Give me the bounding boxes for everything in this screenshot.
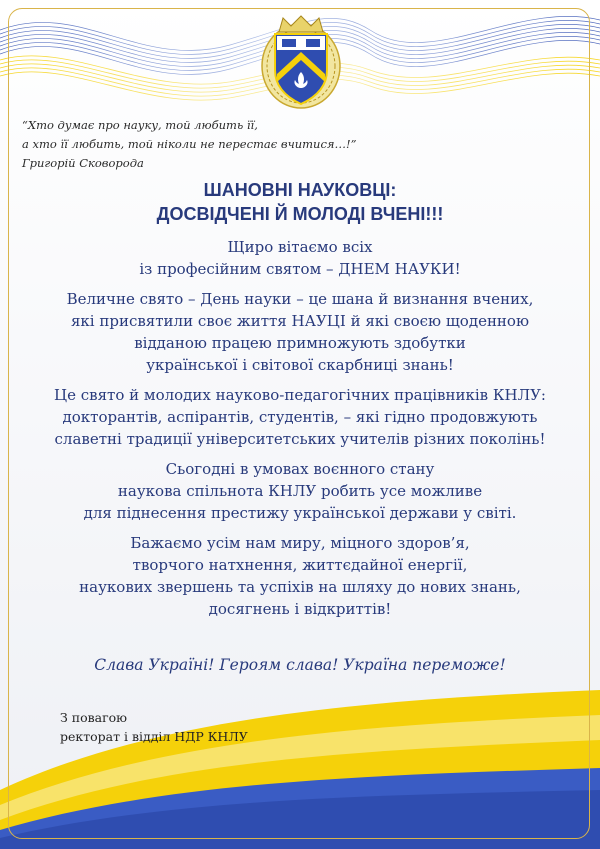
- paragraph-line: славетні традиції університетських учителів різних поколінь!: [54, 430, 546, 448]
- quote-line: “Хто думає про науку, той любить її,: [22, 118, 258, 132]
- heading-line: ШАНОВНІ НАУКОВЦІ:: [203, 180, 397, 200]
- quote-author: Григорій Сковорода: [22, 156, 144, 170]
- paragraph-line: наукових звершень та успіхів на шляху до нових знань,: [79, 578, 521, 596]
- paragraph-line: Сьогодні в умовах воєнного стану: [165, 460, 435, 478]
- heading-line: ДОСВІДЧЕНІ Й МОЛОДІ ВЧЕНІ!!!: [156, 204, 444, 224]
- paragraph-line: для піднесення престижу української держави у світі.: [83, 504, 517, 522]
- paragraph-line: Це свято й молодих науково-педагогічних працівників КНЛУ:: [54, 386, 546, 404]
- paragraph-line: творчого натхнення, життєдайної енергії,: [132, 556, 468, 574]
- paragraph-line: наукова спільнота КНЛУ робить усе можливе: [117, 482, 483, 500]
- gold-frame-border: [8, 8, 590, 839]
- closing-slogan: Слава Україні! Героям слава! Україна переможе!: [94, 656, 506, 674]
- paragraph-line: досягнень і відкриттів!: [208, 600, 392, 618]
- paragraph-line: докторантів, аспірантів, студентів, – які гідно продовжують: [62, 408, 538, 426]
- paragraph-line: Щиро вітаємо всіх: [227, 238, 373, 256]
- paragraph-line: відданою працею примножують здобутки: [134, 334, 466, 352]
- signature-line: ректорат і відділ НДР КНЛУ: [60, 729, 248, 744]
- paragraph-line: української і світової скарбниці знань!: [146, 356, 454, 374]
- paragraph-line: Величне свято – День науки – це шана й визнання вчених,: [66, 290, 534, 308]
- paragraph-line: Бажаємо усім нам миру, міцного здоров’я,: [130, 534, 470, 552]
- paragraph-line: із професійним святом – ДНЕМ НАУКИ!: [139, 260, 461, 278]
- signature-line: З повагою: [60, 710, 128, 725]
- paragraph-line: які присвятили своє життя НАУЦІ й які своєю щоденною: [70, 312, 530, 330]
- quote-line: а хто її любить, той ніколи не перестає вчитися…!”: [22, 137, 357, 151]
